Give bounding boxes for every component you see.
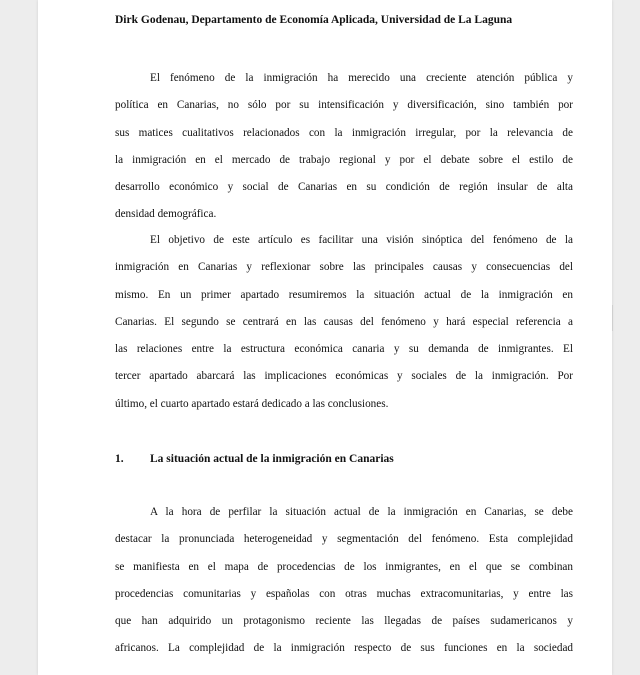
paragraph-line: densidad demográfica. <box>115 208 217 221</box>
scroll-marker <box>612 305 613 331</box>
paragraph-line: se manifiesta en el mapa de procedencias de los inmigrantes, en el que se combinan <box>115 560 573 573</box>
document-page <box>38 0 612 675</box>
paragraph-line: africanos. La complejidad de la inmigración respecto de sus funciones en la sociedad <box>115 642 573 655</box>
paragraph-line: Canarias. El segundo se centrará en las causas del fenómeno y hará especial referencia a <box>115 315 573 328</box>
paragraph-line: El objetivo de este artículo es facilitar una visión sinóptica del fenómeno de la <box>150 234 573 246</box>
paragraph-section1 <box>115 499 573 663</box>
paragraph-line: política en Canarias, no sólo por su intensificación y diversificación, sino también por <box>115 99 573 112</box>
paragraph-line: tercer apartado abarcará las implicaciones económicas y sociales de la inmigración. Por <box>115 370 573 383</box>
author-affiliation-line: Dirk Godenau, Departamento de Economía Aplicada, Universidad de La Laguna <box>115 14 513 26</box>
paragraph-line: procedencias comunitarias y españolas con otras muchas extracomunitarias, y entre las <box>115 587 573 600</box>
paragraph-line: último, el cuarto apartado estará dedicado a las conclusiones. <box>115 397 389 410</box>
paragraph-line: mismo. En un primer apartado resumiremos la situación actual de la inmigración en <box>115 288 573 301</box>
paragraph-objective <box>115 227 573 418</box>
section-title: La situación actual de la inmigración en Canarias <box>150 453 394 465</box>
paragraph-line: A la hora de perfilar la situación actual de la inmigración en Canarias, se debe <box>150 506 573 518</box>
paragraph-line: desarrollo económico y social de Canarias en su condición de región insular de alta <box>115 181 573 194</box>
paragraph-line: inmigración en Canarias y reflexionar sobre las principales causas y consecuencias del <box>115 261 573 274</box>
paragraph-line: destacar la pronunciada heterogeneidad y segmentación del fenómeno. Esta complejidad <box>115 533 573 546</box>
paragraph-line: que han adquirido un protagonismo reciente las llegadas de países sudamericanos y <box>115 615 573 628</box>
paragraph-line: sus matices cualitativos relacionados con la inmigración irregular, por la relevancia de <box>115 126 573 139</box>
paragraph-line: las relaciones entre la estructura económica canaria y su demanda de inmigrantes. El <box>115 343 573 356</box>
section-number: 1. <box>115 453 124 465</box>
paragraph-introduction <box>115 65 573 229</box>
paragraph-line: la inmigración en el mercado de trabajo regional y por el debate sobre el estilo de <box>115 153 573 166</box>
paragraph-line: El fenómeno de la inmigración ha merecido una creciente atención pública y <box>150 72 573 84</box>
section-heading <box>115 448 573 470</box>
